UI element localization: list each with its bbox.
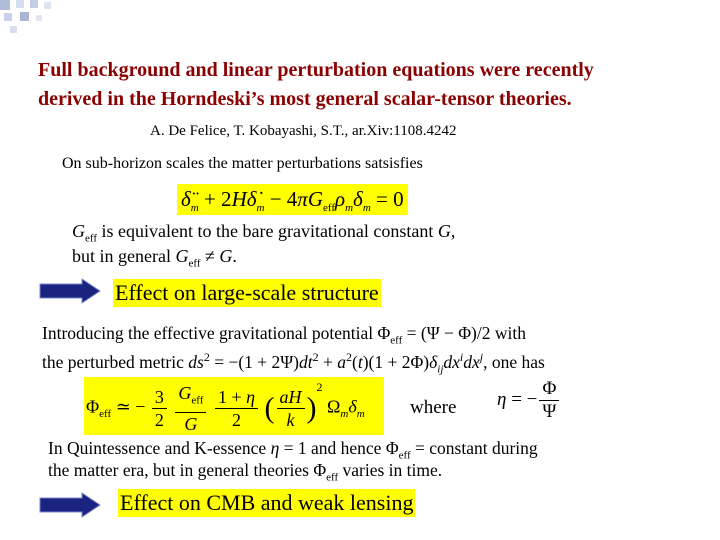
reference: A. De Felice, T. Kobayashi, S.T., ar.Xiv:1108.4242 — [150, 123, 457, 139]
growth-equation: $\deltä_m$ + $2H\deltȧ_m - 4\pi G_{eff}\rho_m\delta_m = 0$ — [177, 184, 408, 215]
arrow-icon — [38, 492, 102, 518]
intro-text: On sub-horizon scales the matter perturbations satsisfies — [62, 155, 423, 172]
geff-note-line1: $G_{eff}$ is equivalent to the bare gravitational constant G, — [72, 221, 456, 245]
quintessence-line2: the matter era, but in general theories $\Phi_{eff}$ varies in time. — [48, 460, 443, 484]
quintessence-line1: In Quintessence and K-essence η = 1 and hence $\Phi_{eff}$ = constant during — [48, 438, 538, 462]
geff-note-line2: but in general $G_{eff} \ne G$. — [72, 246, 237, 270]
eta-definition: η = − $\frac{\Phi}{\Psi}$ — [497, 378, 561, 423]
potential-line1: Introducing the effective gravitational potential $\Phi_{eff} = (\Psi - \Phi)/2$ with — [42, 323, 526, 347]
potential-line2: the perturbed metric $ds^2 = -(1 + 2\Psi)dt^2 + a^2(t)(1 + 2\Phi)\delta_{ij}dx^idx^j$, one has — [42, 350, 545, 376]
section-cmb-weak-lensing: Effect on CMB and weak lensing — [120, 490, 414, 515]
where-label: where — [410, 397, 457, 418]
arrow-icon — [38, 278, 102, 304]
headline: Full background and linear perturbation equations were recently derived in the Horndeski’s most general scalar-tensor theories. — [38, 59, 594, 110]
corner-decoration — [0, 0, 60, 40]
section-large-scale-structure: Effect on large-scale structure — [115, 280, 379, 305]
phi-eff-equation: $\Phi_{eff}$ ≃ − $\frac{3}{2}$ $\frac{G_{eff}}{G}$ $\frac{1 + \eta}{2}$ ( $\frac{aH}{k}$ )$^2$ $\Omega_m\delta_m$ — [84, 377, 384, 435]
